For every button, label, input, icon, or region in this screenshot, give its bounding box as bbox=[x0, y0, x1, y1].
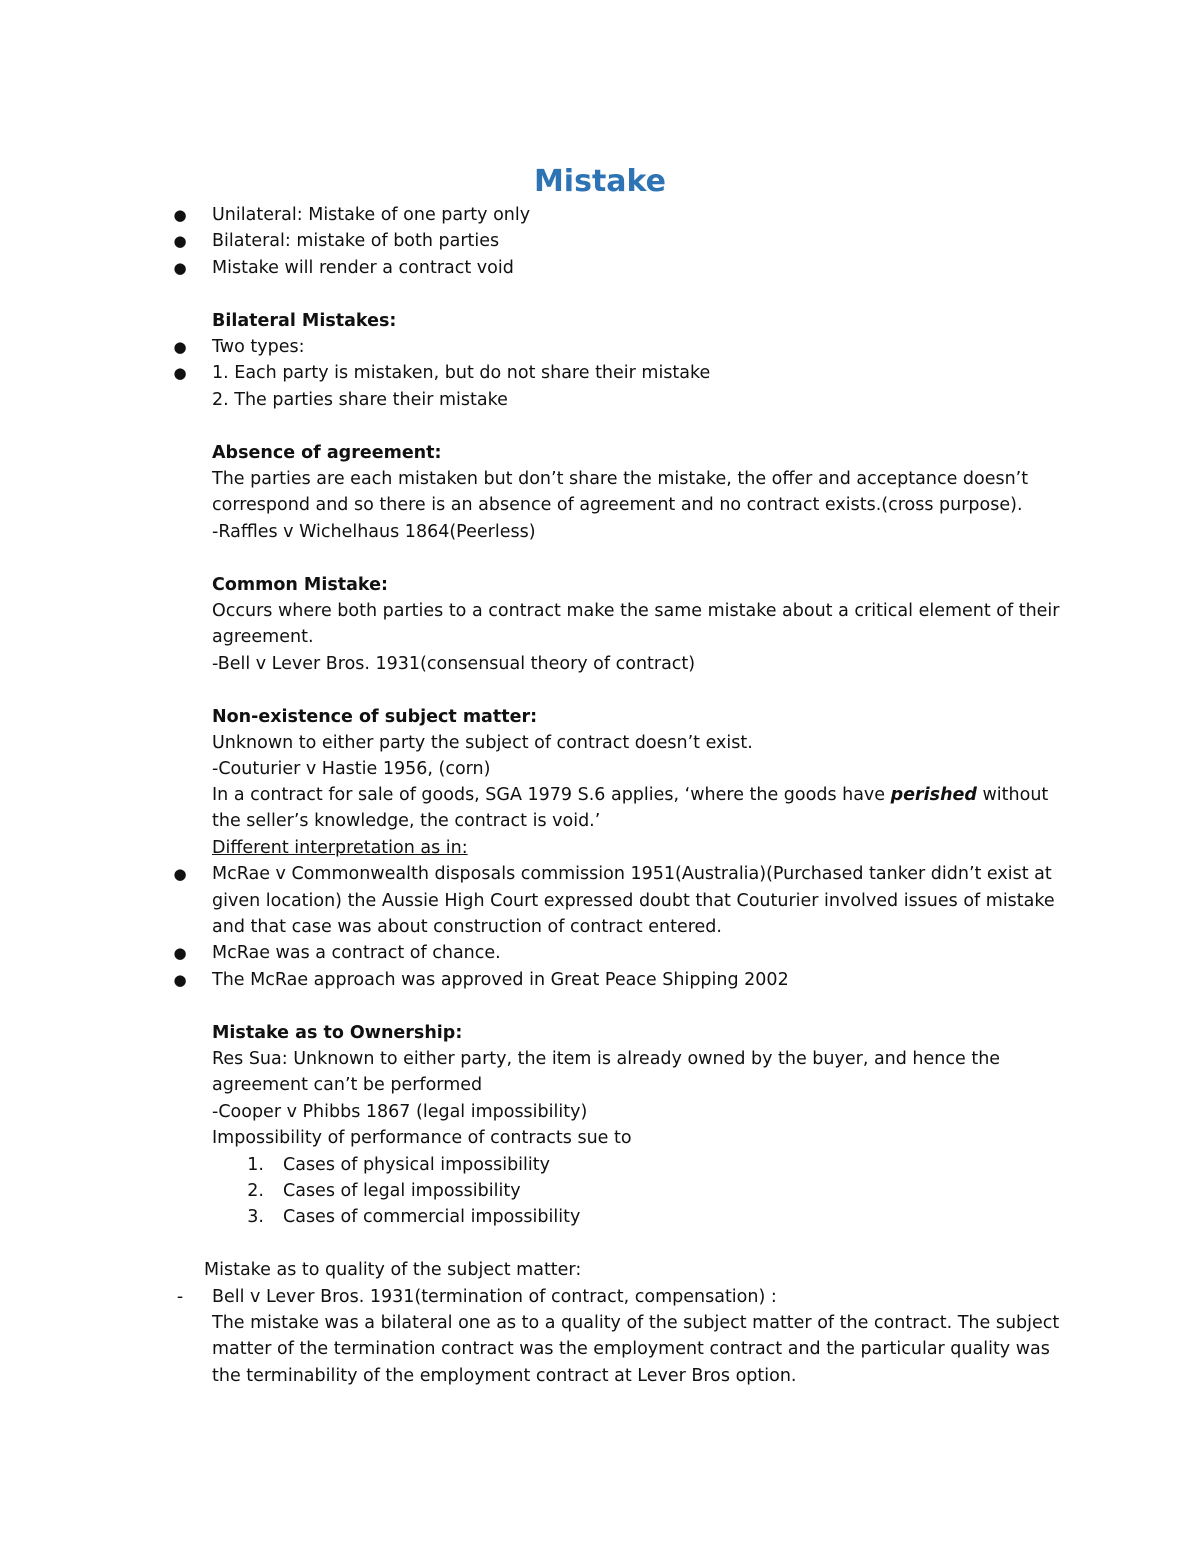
paragraph-line bbox=[212, 782, 1048, 808]
emphasis-text: perished bbox=[890, 785, 977, 805]
list-item: Bilateral: mistake of both parties bbox=[212, 231, 500, 251]
list-number: 3. bbox=[247, 1207, 264, 1227]
paragraph-line: The mistake was a bilateral one as to a quality of the subject matter of the contract. The subject bbox=[212, 1313, 1060, 1333]
list-item: 2. The parties share their mistake bbox=[212, 390, 508, 410]
bullet-icon: ● bbox=[173, 232, 187, 250]
paragraph-line: Res Sua: Unknown to either party, the item is already owned by the buyer, and hence the bbox=[212, 1049, 1001, 1069]
list-item: Mistake will render a contract void bbox=[212, 258, 514, 278]
paragraph-line: correspond and so there is an absence of agreement and no contract exists.(cross purpose). bbox=[212, 495, 1023, 515]
paragraph-line: matter of the termination contract was the employment contract and the particular quality was bbox=[212, 1339, 1050, 1359]
section-heading-nonexistence: Non-existence of subject matter: bbox=[212, 707, 538, 727]
numbered-item: Cases of physical impossibility bbox=[283, 1155, 550, 1175]
case-citation: -Cooper v Phibbs 1867 (legal impossibility) bbox=[212, 1102, 588, 1122]
section-heading-quality: Mistake as to quality of the subject matter: bbox=[204, 1260, 582, 1280]
list-number: 1. bbox=[247, 1155, 264, 1175]
paragraph-line: Impossibility of performance of contracts sue to bbox=[212, 1128, 632, 1148]
section-heading-bilateral: Bilateral Mistakes: bbox=[212, 311, 397, 331]
paragraph-line: The parties are each mistaken but don’t share the mistake, the offer and acceptance doesn’t bbox=[212, 469, 1029, 489]
paragraph-line: the terminability of the employment contract at Lever Bros option. bbox=[212, 1366, 797, 1386]
section-heading-ownership: Mistake as to Ownership: bbox=[212, 1023, 463, 1043]
case-citation: -Bell v Lever Bros. 1931(consensual theory of contract) bbox=[212, 654, 696, 674]
case-citation: -Raffles v Wichelhaus 1864(Peerless) bbox=[212, 522, 536, 542]
text-run: In a contract for sale of goods, SGA 1979 S.6 applies, ‘where the goods have bbox=[212, 785, 891, 805]
section-heading-common: Common Mistake: bbox=[212, 575, 388, 595]
list-item: 1. Each party is mistaken, but do not share their mistake bbox=[212, 363, 711, 383]
paragraph-line: Occurs where both parties to a contract make the same mistake about a critical element of their bbox=[212, 601, 1060, 621]
list-item: The McRae approach was approved in Great Peace Shipping 2002 bbox=[212, 970, 789, 990]
bullet-icon: ● bbox=[173, 971, 187, 989]
list-item: McRae v Commonwealth disposals commission 1951(Australia)(Purchased tanker didn’t exist at bbox=[212, 864, 1052, 884]
dash-marker: - bbox=[176, 1287, 184, 1307]
list-item: Bell v Lever Bros. 1931(termination of contract, compensation) : bbox=[212, 1287, 777, 1307]
document-title: Mistake bbox=[533, 164, 667, 199]
text-run: without bbox=[976, 785, 1049, 805]
underlined-heading: Different interpretation as in: bbox=[212, 838, 468, 858]
list-item: Two types: bbox=[212, 337, 305, 357]
bullet-icon: ● bbox=[173, 865, 187, 883]
list-item-continuation: given location) the Aussie High Court expressed doubt that Couturier involved issues of mistake bbox=[212, 891, 1055, 911]
paragraph-line: Unknown to either party the subject of contract doesn’t exist. bbox=[212, 733, 753, 753]
list-item: Unilateral: Mistake of one party only bbox=[212, 205, 531, 225]
bullet-icon: ● bbox=[173, 338, 187, 356]
list-item-continuation: and that case was about construction of contract entered. bbox=[212, 917, 722, 937]
paragraph-line: agreement. bbox=[212, 627, 314, 647]
paragraph-line: the seller’s knowledge, the contract is void.’ bbox=[212, 811, 601, 831]
numbered-item: Cases of legal impossibility bbox=[283, 1181, 521, 1201]
case-citation: -Couturier v Hastie 1956, (corn) bbox=[212, 759, 491, 779]
list-item: McRae was a contract of chance. bbox=[212, 943, 501, 963]
bullet-icon: ● bbox=[173, 259, 187, 277]
bullet-icon: ● bbox=[173, 944, 187, 962]
bullet-icon: ● bbox=[173, 206, 187, 224]
section-heading-absence: Absence of agreement: bbox=[212, 443, 442, 463]
bullet-icon: ● bbox=[173, 364, 187, 382]
paragraph-line: agreement can’t be performed bbox=[212, 1075, 483, 1095]
numbered-item: Cases of commercial impossibility bbox=[283, 1207, 581, 1227]
list-number: 2. bbox=[247, 1181, 264, 1201]
